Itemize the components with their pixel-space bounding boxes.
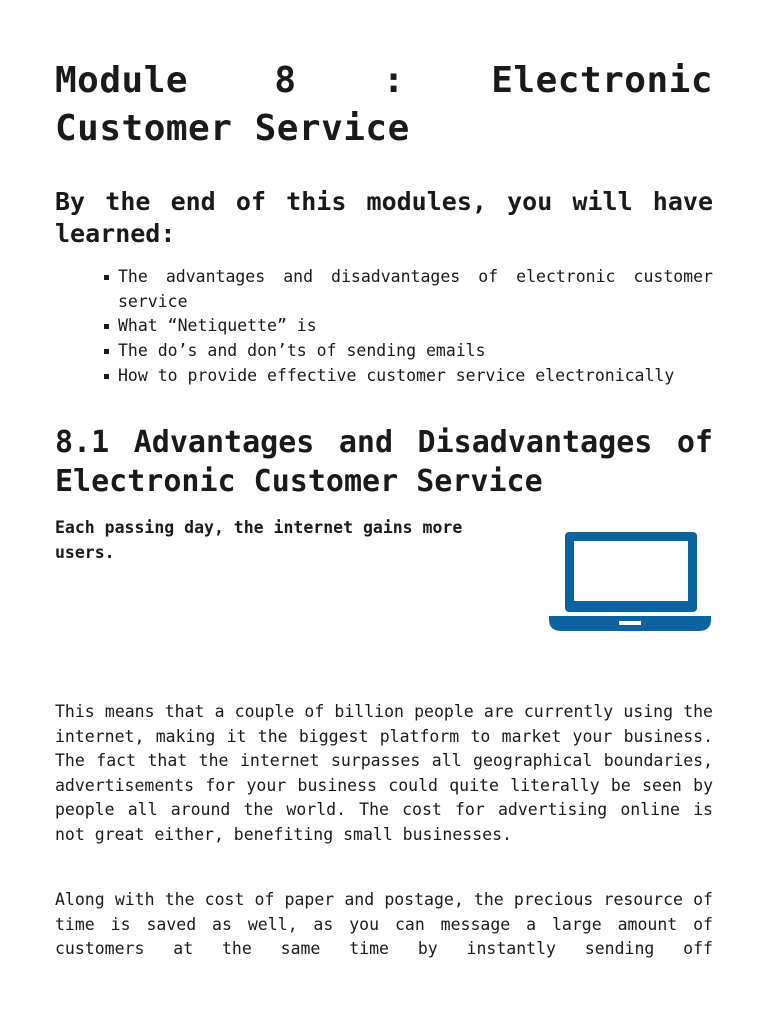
list-item: What “Netiquette” is bbox=[118, 314, 713, 339]
module-title: Module 8 : Electronic Customer Service bbox=[55, 60, 713, 149]
lead-paragraph: Each passing day, the internet gains more users. bbox=[55, 518, 463, 562]
body-paragraph: Along with the cost of paper and postage, the precious resource of time is saved as well, as you can message a large amount of customers at the same time by instantly sending off bbox=[55, 890, 713, 958]
body-paragraph: This means that a couple of billion people are currently using the internet, making it the biggest platform to market your business. The fact that the internet surpasses all geographical boundaries, advertisements for your business could quite literally be seen by people all around the world. The cost for advertising online is not great either, benefiting small businesses. bbox=[55, 702, 713, 844]
learning-objectives-heading: By the end of this modules, you will have learned: bbox=[55, 187, 713, 248]
laptop-icon bbox=[548, 530, 712, 634]
section-heading: 8.1 Advantages and Disadvantages of Electronic Customer Service bbox=[55, 425, 713, 499]
list-item: How to provide effective customer service electronically bbox=[118, 364, 713, 389]
list-item: The advantages and disadvantages of electronic customer service bbox=[118, 265, 713, 314]
learning-objectives-list bbox=[118, 265, 713, 389]
list-item: The do’s and don’ts of sending emails bbox=[118, 339, 713, 364]
